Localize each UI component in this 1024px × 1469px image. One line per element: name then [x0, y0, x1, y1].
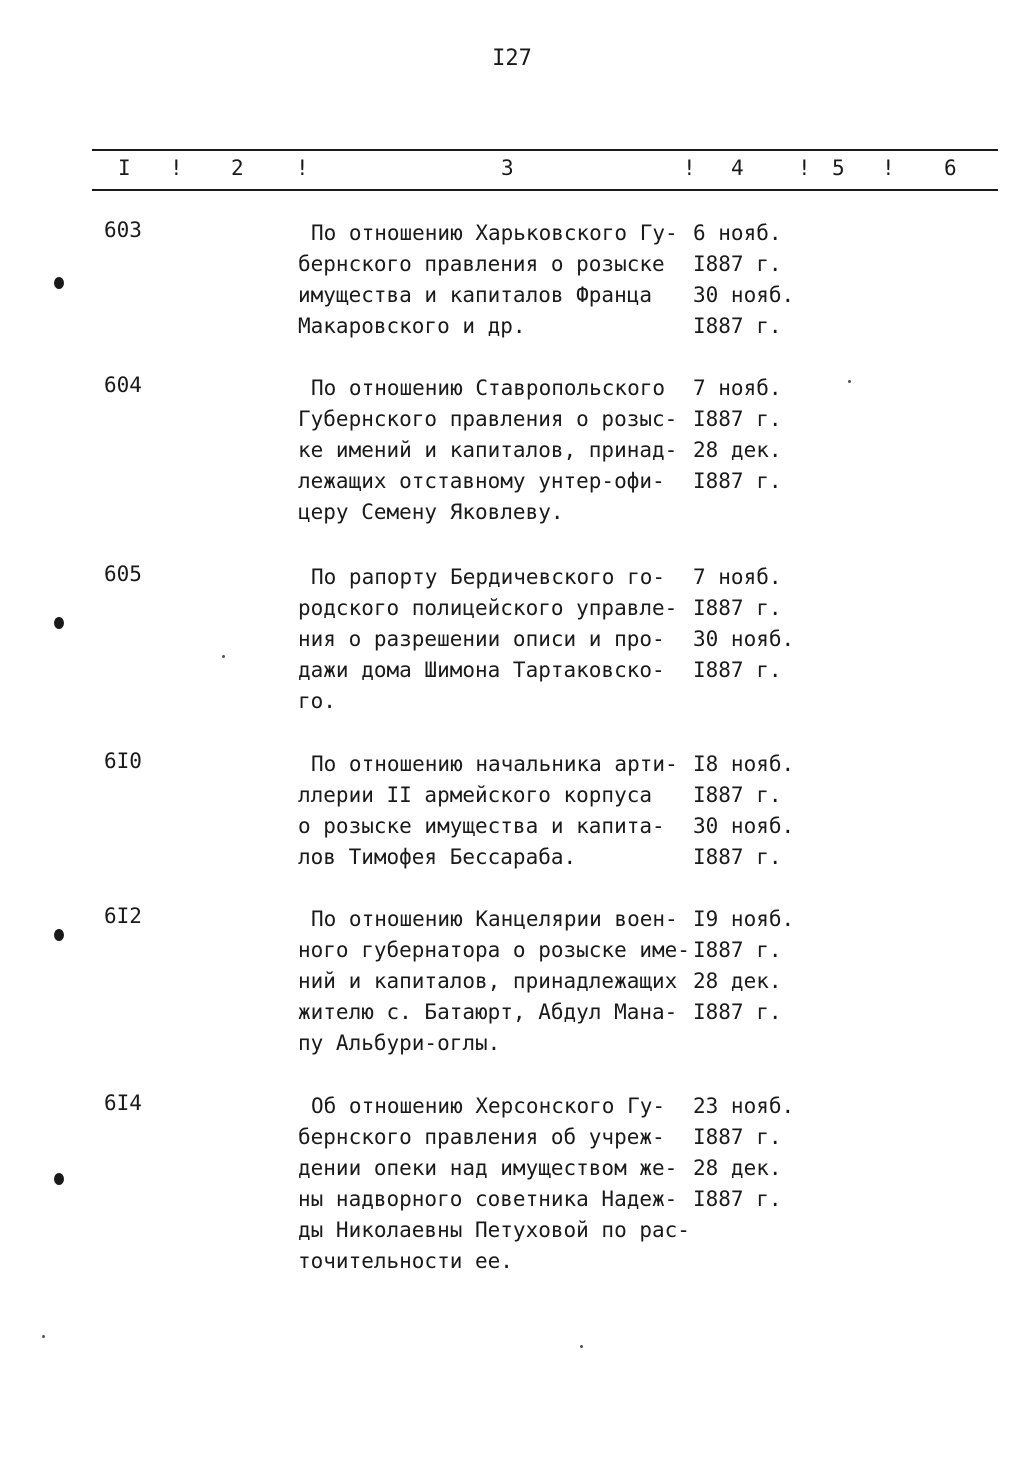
date-line: 7 нояб.	[693, 376, 782, 400]
entry-description	[298, 562, 698, 717]
date-line: I887 г.	[693, 783, 782, 807]
column-5-heading: 5	[832, 156, 845, 180]
entry-dates	[693, 904, 823, 1028]
scan-speck	[222, 655, 225, 658]
binder-hole-mark	[54, 929, 64, 941]
description-line: По отношению Харьковского Гу-	[311, 221, 678, 245]
date-line: I887 г.	[693, 938, 782, 962]
entry-dates	[693, 1091, 823, 1215]
description-line: дажи дома Шимона Тартаковско-	[298, 658, 665, 682]
column-separator: !	[798, 156, 811, 180]
column-3-heading: 3	[501, 156, 514, 180]
date-line: I887 г.	[693, 845, 782, 869]
column-separator: !	[170, 156, 183, 180]
entry-description	[298, 904, 698, 1059]
entry-description	[298, 373, 698, 528]
description-line: ны надворного советника Надеж-	[298, 1187, 678, 1211]
description-line: точительности ее.	[298, 1249, 513, 1273]
scan-speck	[580, 1345, 583, 1348]
description-line: ды Николаевны Петуховой по рас-	[298, 1218, 690, 1242]
entry-dates	[693, 749, 823, 873]
date-line: 7 нояб.	[693, 565, 782, 589]
description-line: лежащих отставному унтер-офи-	[298, 469, 665, 493]
date-line: I887 г.	[693, 1000, 782, 1024]
description-line: По рапорту Бердичевского го-	[311, 565, 666, 589]
entry-dates	[693, 562, 823, 686]
description-line: ного губернатора о розыске име-	[298, 938, 690, 962]
date-line: I887 г.	[693, 407, 782, 431]
column-separator: !	[882, 156, 895, 180]
date-line: 30 нояб.	[693, 627, 795, 651]
column-separator: !	[683, 156, 696, 180]
column-1-heading: I	[118, 156, 131, 180]
description-line: бернского правления об учреж-	[298, 1125, 665, 1149]
description-line: имущества и капиталов Франца	[298, 283, 653, 307]
date-line: 28 дек.	[693, 1156, 782, 1180]
entry-number: 6I0	[104, 749, 142, 773]
date-line: I887 г.	[693, 596, 782, 620]
date-line: I887 г.	[693, 1187, 782, 1211]
entry-number: 605	[104, 562, 142, 586]
date-line: 28 дек.	[693, 969, 782, 993]
entry-number: 6I2	[104, 904, 142, 928]
date-line: 30 нояб.	[693, 283, 795, 307]
date-line: I9 нояб.	[693, 907, 795, 931]
entry-number: 604	[104, 373, 142, 397]
page-number: I27	[492, 46, 532, 71]
date-line: I887 г.	[693, 469, 782, 493]
entry-dates	[693, 218, 823, 342]
description-line: дении опеки над имуществом же-	[298, 1156, 678, 1180]
scan-speck	[848, 380, 851, 383]
description-line: Макаровского и др.	[298, 314, 526, 338]
scan-speck	[42, 1335, 45, 1338]
entry-description	[298, 218, 698, 342]
date-line: I887 г.	[693, 252, 782, 276]
table-header-rule	[92, 189, 998, 191]
description-line: По отношению Ставропольского	[311, 376, 666, 400]
date-line: I887 г.	[693, 1125, 782, 1149]
entry-dates	[693, 373, 823, 497]
date-line: 30 нояб.	[693, 814, 795, 838]
entry-description	[298, 1091, 698, 1277]
entry-description	[298, 749, 698, 873]
description-line: жителю с. Батаюрт, Абдул Мана-	[298, 1000, 678, 1024]
binder-hole-mark	[54, 617, 64, 629]
description-line: го.	[298, 689, 336, 713]
description-line: По отношению начальника арти-	[311, 752, 678, 776]
description-line: церу Семену Яковлеву.	[298, 500, 564, 524]
entry-number: 603	[104, 218, 142, 242]
date-line: 6 нояб.	[693, 221, 782, 245]
date-line: I8 нояб.	[693, 752, 795, 776]
date-line: I887 г.	[693, 314, 782, 338]
description-line: пу Альбури-оглы.	[298, 1031, 501, 1055]
column-2-heading: 2	[231, 156, 244, 180]
description-line: ний и капиталов, принадлежащих	[298, 969, 678, 993]
entry-number: 6I4	[104, 1091, 142, 1115]
description-line: По отношению Канцелярии воен-	[311, 907, 678, 931]
description-line: ния о разрешении описи и про-	[298, 627, 665, 651]
description-line: ке имений и капиталов, принад-	[298, 438, 678, 462]
description-line: бернского правления о розыске	[298, 252, 665, 276]
table-top-rule	[92, 149, 998, 151]
description-line: Губернского правления о розыс-	[298, 407, 678, 431]
description-line: родского полицейского управле-	[298, 596, 678, 620]
column-6-heading: 6	[944, 156, 957, 180]
date-line: I887 г.	[693, 658, 782, 682]
date-line: 28 дек.	[693, 438, 782, 462]
date-line: 23 нояб.	[693, 1094, 795, 1118]
binder-hole-mark	[54, 1173, 64, 1185]
column-separator: !	[296, 156, 309, 180]
description-line: ллерии II армейского корпуса	[298, 783, 653, 807]
description-line: лов Тимофея Бессараба.	[298, 845, 577, 869]
binder-hole-mark	[54, 277, 64, 289]
description-line: о розыске имущества и капита-	[298, 814, 665, 838]
description-line: Об отношению Херсонского Гу-	[311, 1094, 666, 1118]
column-4-heading: 4	[731, 156, 744, 180]
